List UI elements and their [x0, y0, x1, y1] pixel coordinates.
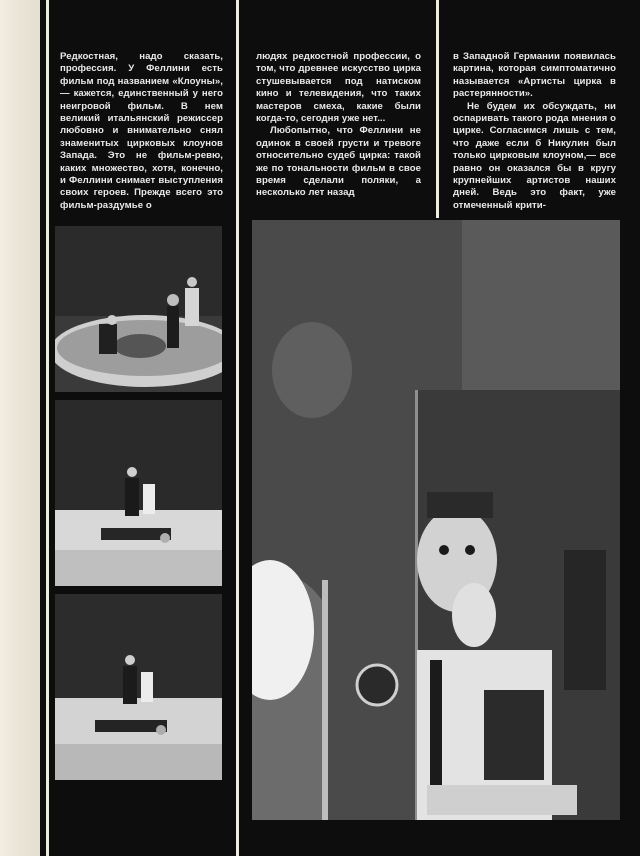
clown-portrait-photo — [252, 220, 620, 820]
fallen-clown-image-1 — [55, 400, 222, 586]
text-column-3 — [453, 51, 616, 212]
arena-scene-image — [55, 226, 222, 392]
text-column-2 — [256, 51, 421, 200]
film-still-fallen-2 — [55, 594, 222, 780]
column-3-paragraph-1: в Западной Германии появилась картина, которая симптоматично называется «Артисты цирка в растерянности». — [453, 51, 616, 100]
column-divider-upper-right — [436, 0, 439, 218]
column-1-paragraph-1: Редкостная, надо сказать, профессия. У Феллини есть фильм под названием «Клоуны»,— кажется, единственный у него неигровой фильм. В нем великий итальянский режиссер любовно и внимательно снял знаменитых цирковых клоунов Запада. Это не фильм-ревю, каких множество, хотя, конечно, и Феллини снимает выступления своих героев. Прежде всего это фильм-раздумье о — [60, 51, 223, 211]
text-column-1 — [60, 51, 223, 212]
fallen-clown-image-2 — [55, 594, 222, 780]
column-divider-left — [46, 0, 49, 856]
film-still-fallen-1 — [55, 400, 222, 586]
film-still-arena — [55, 226, 222, 392]
portrait-image — [252, 220, 620, 820]
column-3-paragraph-2: Не будем их обсуждать, ни оспаривать такого рода мнения о цирке. Согласимся лишь с тем, что даже если б Никулин был только цирковым клоуном,— все равно он оказался бы в кругу крупнейших артистов наших дней. Ведь это факт, уже отмеченный крити- — [453, 100, 616, 211]
column-2-paragraph-1: людях редкостной профессии, о том, что древнее искусство цирка стушевывается под натиском кино и телевидения, что таких мастеров смеха, какие были когда-то, сегодня уже нет... — [256, 51, 421, 125]
column-divider-middle — [236, 0, 239, 856]
column-2-paragraph-2: Любопытно, что Феллини не одинок в своей грусти и тревоге относительно судеб цирка: такой же по тональности фильм в свое время сделали поляки, а несколько лет назад — [256, 125, 421, 199]
